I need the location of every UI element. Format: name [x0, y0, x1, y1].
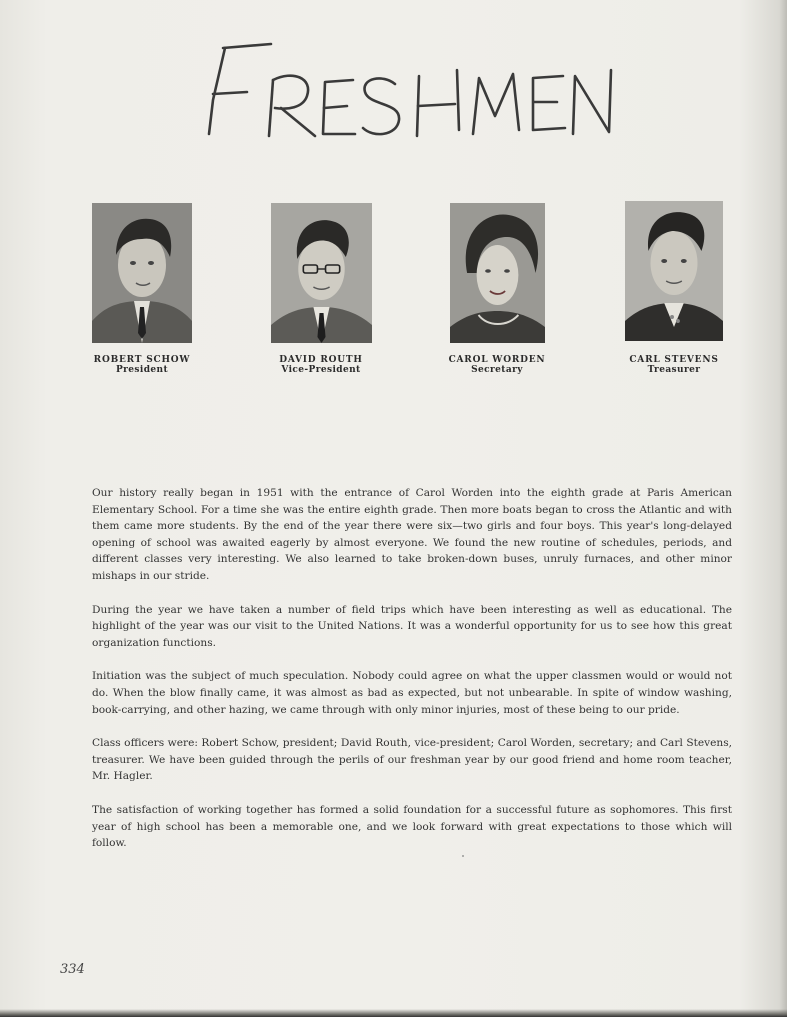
- person-silhouette: [625, 201, 723, 341]
- portrait-david-routh: [271, 203, 372, 343]
- photo: [92, 203, 192, 343]
- officer-role: Secretary: [471, 365, 523, 375]
- paragraph-conclusion: The satisfaction of working together has formed a solid foundation for a successful future as sophomores. This first year of high school has been a memorable one, and we look forward with great expectations to those which will follow.: [92, 803, 732, 850]
- photo: [271, 203, 372, 343]
- page-bottom-edge: [0, 1009, 787, 1017]
- caption-david-routh: [256, 355, 386, 375]
- officer-name: CARL STEVENS: [629, 355, 719, 365]
- handwritten-title: [195, 30, 625, 160]
- officer-name: DAVID ROUTH: [279, 355, 363, 365]
- photo: [625, 201, 723, 341]
- photo: [450, 203, 545, 343]
- page-number: 334: [60, 962, 85, 977]
- paragraph-field-trips: During the year we have taken a number of field trips which have been interesting as well as educational. The highlight of the year was our visit to the United Nations. It was a wonderful opportunity for us to see how this great organization functions.: [92, 603, 732, 649]
- person-silhouette: [92, 203, 192, 343]
- caption-carol-worden: [432, 355, 562, 375]
- person-silhouette: [271, 203, 372, 343]
- caption-robert-schow: [77, 355, 207, 375]
- paragraph-class-officers: Class officers were: Robert Schow, president; David Routh, vice-president; Carol Worden, secretary; and Carl Stevens, treasurer. We have been guided through the perils of our freshman year by our good friend and home room teacher, Mr. Hagler.: [92, 737, 732, 783]
- paper-speck: [462, 855, 464, 857]
- class-history-text: [92, 485, 732, 869]
- officer-role: President: [115, 365, 169, 375]
- officer-role: Vice-President: [281, 365, 361, 375]
- paragraph-history: Our history really began in 1951 with the entrance of Carol Worden into the eighth grade at Paris American Elementary School. For a time she was the entire eighth grade. Then more boats began to cross the Atlantic and with them came more students. By the end of the year there were six—two girls and four boys. This year's long-delayed opening of school was awaited eagerly by almost everyone. We found the new routine of schedules, periods, and different classes very interesting. We also learned to take broken-down buses, unruly furnaces, and other minor mishaps in our stride.: [92, 487, 732, 582]
- officer-role: Treasurer: [647, 365, 701, 375]
- officer-name: CAROL WORDEN: [448, 355, 546, 365]
- person-silhouette: [450, 203, 545, 343]
- officer-name: ROBERT SCHOW: [93, 355, 191, 365]
- portrait-robert-schow: [92, 203, 192, 343]
- paragraph-initiation: Initiation was the subject of much speculation. Nobody could agree on what the upper classmen would or would not do. When the blow finally came, it was almost as bad as expected, but not unbearable. In spite of window washing, book-carrying, and other hazing, we came through with only minor injuries, most of these being to our pride.: [92, 670, 732, 716]
- title-lettering: [195, 30, 625, 160]
- portrait-carol-worden: [450, 203, 545, 343]
- portrait-carl-stevens: [625, 201, 723, 341]
- caption-carl-stevens: [609, 355, 739, 375]
